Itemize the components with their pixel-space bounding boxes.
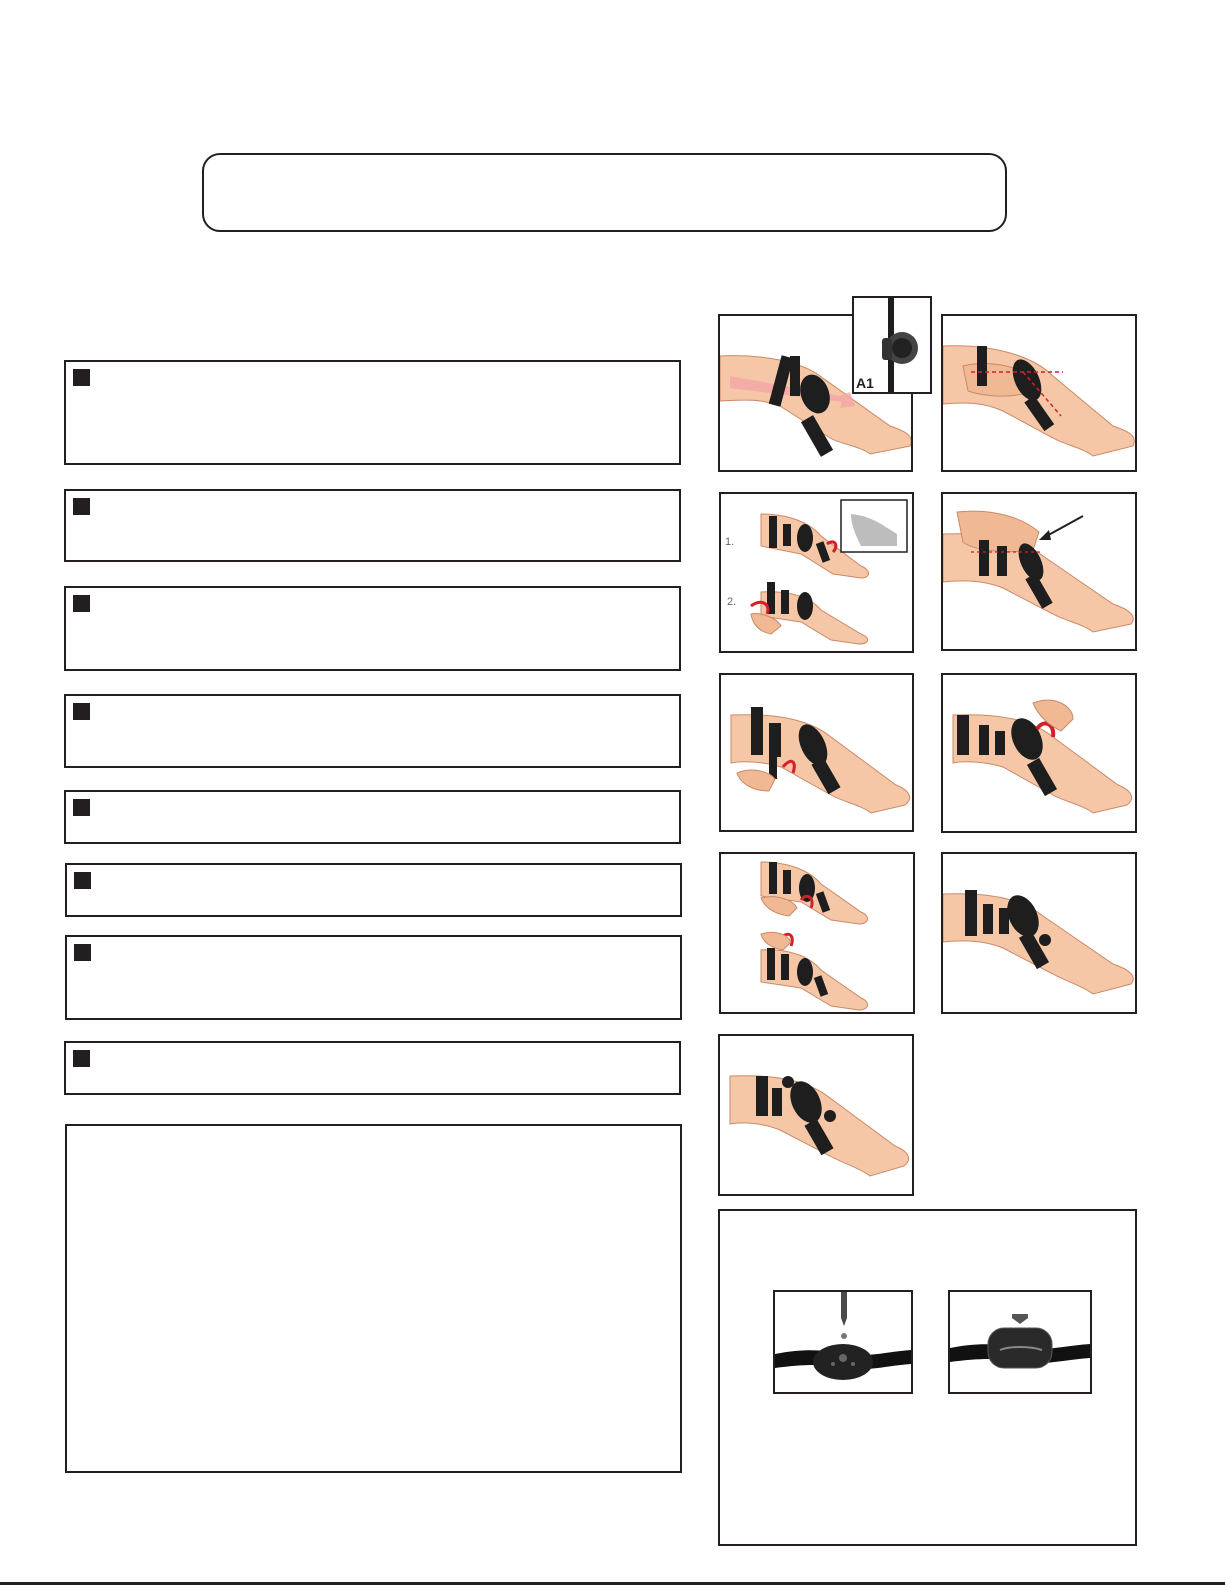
step-box-5 <box>64 790 681 844</box>
sub-step-1-label: 1. <box>725 536 735 548</box>
illustration-panel-9 <box>718 1034 914 1196</box>
illustration-panel-3 <box>719 492 914 653</box>
step-box-2 <box>64 489 681 562</box>
step-box-8 <box>64 1041 681 1095</box>
step-marker <box>73 369 90 386</box>
step-marker <box>74 872 91 889</box>
step-box-4 <box>64 694 681 768</box>
illustration-panel-5 <box>719 673 914 832</box>
notes-box <box>65 1124 682 1473</box>
step-marker <box>73 1050 90 1067</box>
callout-a1 <box>852 296 932 394</box>
hinge-cover-remove-panel <box>773 1290 913 1394</box>
step-box-3 <box>64 586 681 671</box>
step-marker <box>73 595 90 612</box>
step-marker <box>73 498 90 515</box>
step-marker <box>73 703 90 720</box>
screw-icon <box>841 1333 847 1339</box>
callout-label: A1 <box>856 375 874 391</box>
illustration-panel-4 <box>941 492 1137 651</box>
screwdriver-icon <box>841 1292 847 1318</box>
step-marker <box>73 799 90 816</box>
step-box-7 <box>65 935 682 1020</box>
illustration-panel-8 <box>941 852 1137 1014</box>
hinge-cover-install-panel <box>948 1290 1092 1394</box>
step-box-6 <box>65 863 682 917</box>
title-box <box>202 153 1007 232</box>
leg-illustration <box>943 346 1134 456</box>
down-arrow-icon <box>1012 1314 1028 1324</box>
sub-step-2-label: 2. <box>727 596 737 608</box>
step-box-1 <box>64 360 681 465</box>
illustration-panel-7 <box>719 852 915 1014</box>
illustration-panel-2 <box>941 314 1137 472</box>
illustration-panel-6 <box>941 673 1137 833</box>
step-marker <box>74 944 91 961</box>
accessory-panel <box>718 1209 1137 1546</box>
